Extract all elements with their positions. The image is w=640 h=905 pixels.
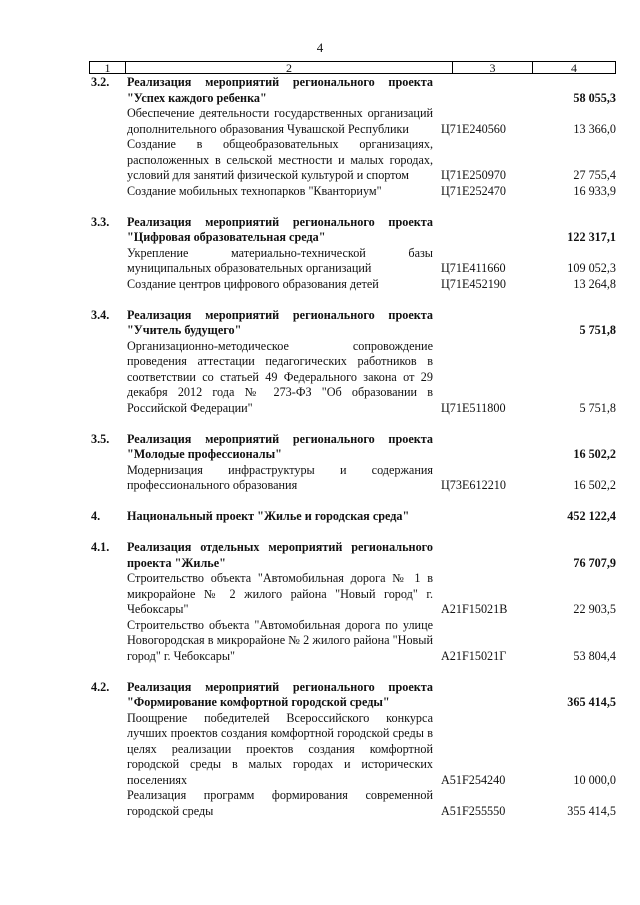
row-description: Обеспечение деятельности государственных организаций дополнительного образования Чувашской Республики (127, 106, 433, 136)
row-amount: 5 751,8 (579, 400, 616, 415)
row-code: Ц71Е252470 (441, 183, 506, 198)
row-description: Поощрение победителей Всероссийского конкурса лучших проектов создания комфортной городской среды в целях реализации проектов создания комфортной городской среды в малых городах и исторических поселениях (127, 710, 433, 787)
row-amount: 16 933,9 (573, 183, 616, 198)
page-number: 4 (316, 40, 324, 55)
section-number: 4. (91, 509, 101, 523)
row-code: Ц71Е250970 (441, 168, 506, 182)
section-total: 76 707,9 (573, 555, 616, 570)
row-amount: 16 502,2 (573, 478, 616, 492)
section-total: 122 317,1 (567, 230, 616, 244)
header-col-4: 4 (571, 61, 577, 75)
section (89, 540, 616, 664)
section (89, 680, 616, 820)
row-amount: 13 264,8 (573, 276, 616, 291)
section-total: 16 502,2 (573, 447, 616, 461)
row-code: А51F255550 (441, 803, 506, 818)
row-amount: 53 804,4 (573, 648, 616, 663)
section-number: 3.4. (91, 307, 110, 322)
row-code: Ц73Е612210 (441, 478, 506, 492)
row-description: Укрепление материально-технической базы муниципальных образовательных организаций (127, 245, 433, 275)
row-amount: 10 000,0 (573, 772, 616, 787)
row-description: Создание мобильных технопарков "Кванториум" (127, 183, 382, 198)
row-amount: 355 414,5 (567, 803, 616, 818)
section-title: Реализация мероприятий регионального проекта "Успех каждого ребенка" (127, 75, 433, 105)
row-code: Ц71Е452190 (441, 276, 506, 291)
row-description: Строительство объекта "Автомобильная дорога № 1 в микрорайоне № 2 жилого района "Новый город" г. Чебоксары" (127, 571, 433, 616)
budget-table (89, 75, 616, 835)
section-number: 3.2. (91, 75, 110, 89)
section-total: 5 751,8 (579, 323, 616, 337)
section-number: 3.3. (91, 214, 110, 229)
section-title: Реализация мероприятий регионального проекта "Формирование комфортной городской среды" (127, 679, 433, 709)
row-code: Ц71Е511800 (441, 400, 506, 415)
header-col-3: 3 (453, 62, 533, 73)
row-code: А21F15021Г (441, 648, 507, 663)
section (89, 75, 616, 199)
section (89, 432, 616, 494)
header-col-1: 1 (90, 62, 126, 73)
row-amount: 13 366,0 (573, 121, 616, 136)
row-code: А21F15021В (441, 602, 508, 616)
row-description: Создание центров цифрового образования детей (127, 276, 379, 291)
row-amount: 109 052,3 (567, 261, 616, 275)
row-code: Ц71Е411660 (441, 261, 506, 275)
section-number: 4.1. (91, 540, 110, 554)
row-amount: 27 755,4 (573, 168, 616, 182)
section-title: Реализация отдельных мероприятий регионального проекта "Жилье" (127, 540, 433, 570)
section (89, 509, 616, 525)
section (89, 215, 616, 293)
row-description: Создание в общеобразовательных организациях, расположенных в сельской местности и малых городах, условий для занятий физической культурой и спортом (127, 137, 433, 182)
section-title: Национальный проект "Жилье и городская среда" (127, 509, 410, 523)
section-title: Реализация мероприятий регионального проекта "Цифровая образовательная среда" (127, 214, 433, 244)
row-code: А51F254240 (441, 772, 506, 787)
section-total: 58 055,3 (573, 90, 616, 105)
row-description: Модернизация инфраструктуры и содержания профессионального образования (127, 462, 433, 492)
row-amount: 22 903,5 (573, 602, 616, 616)
table-header (89, 61, 616, 74)
row-description: Реализация программ формирования современной городской среды (127, 788, 433, 818)
section-number: 3.5. (91, 431, 110, 446)
section-total: 365 414,5 (567, 695, 616, 709)
section (89, 308, 616, 417)
row-description: Строительство объекта "Автомобильная дорога по улице Новогородская в микрорайоне № 2 жилого района "Новый город" г. Чебоксары" (127, 617, 433, 663)
section-title: Реализация мероприятий регионального проекта "Учитель будущего" (127, 307, 433, 337)
header-col-2: 2 (126, 62, 453, 73)
section-number: 4.2. (91, 679, 110, 694)
section-total: 452 122,4 (567, 509, 616, 523)
row-code: Ц71Е240560 (441, 121, 506, 136)
section-title: Реализация мероприятий регионального проекта "Молодые профессионалы" (127, 431, 433, 461)
row-description: Организационно-методическое сопровождение проведения аттестации педагогических работников в соответствии со статьей 49 Федерального закона от 29 декабря 2012 года № 273-ФЗ "Об образовании в Российской Федерации" (127, 338, 433, 415)
